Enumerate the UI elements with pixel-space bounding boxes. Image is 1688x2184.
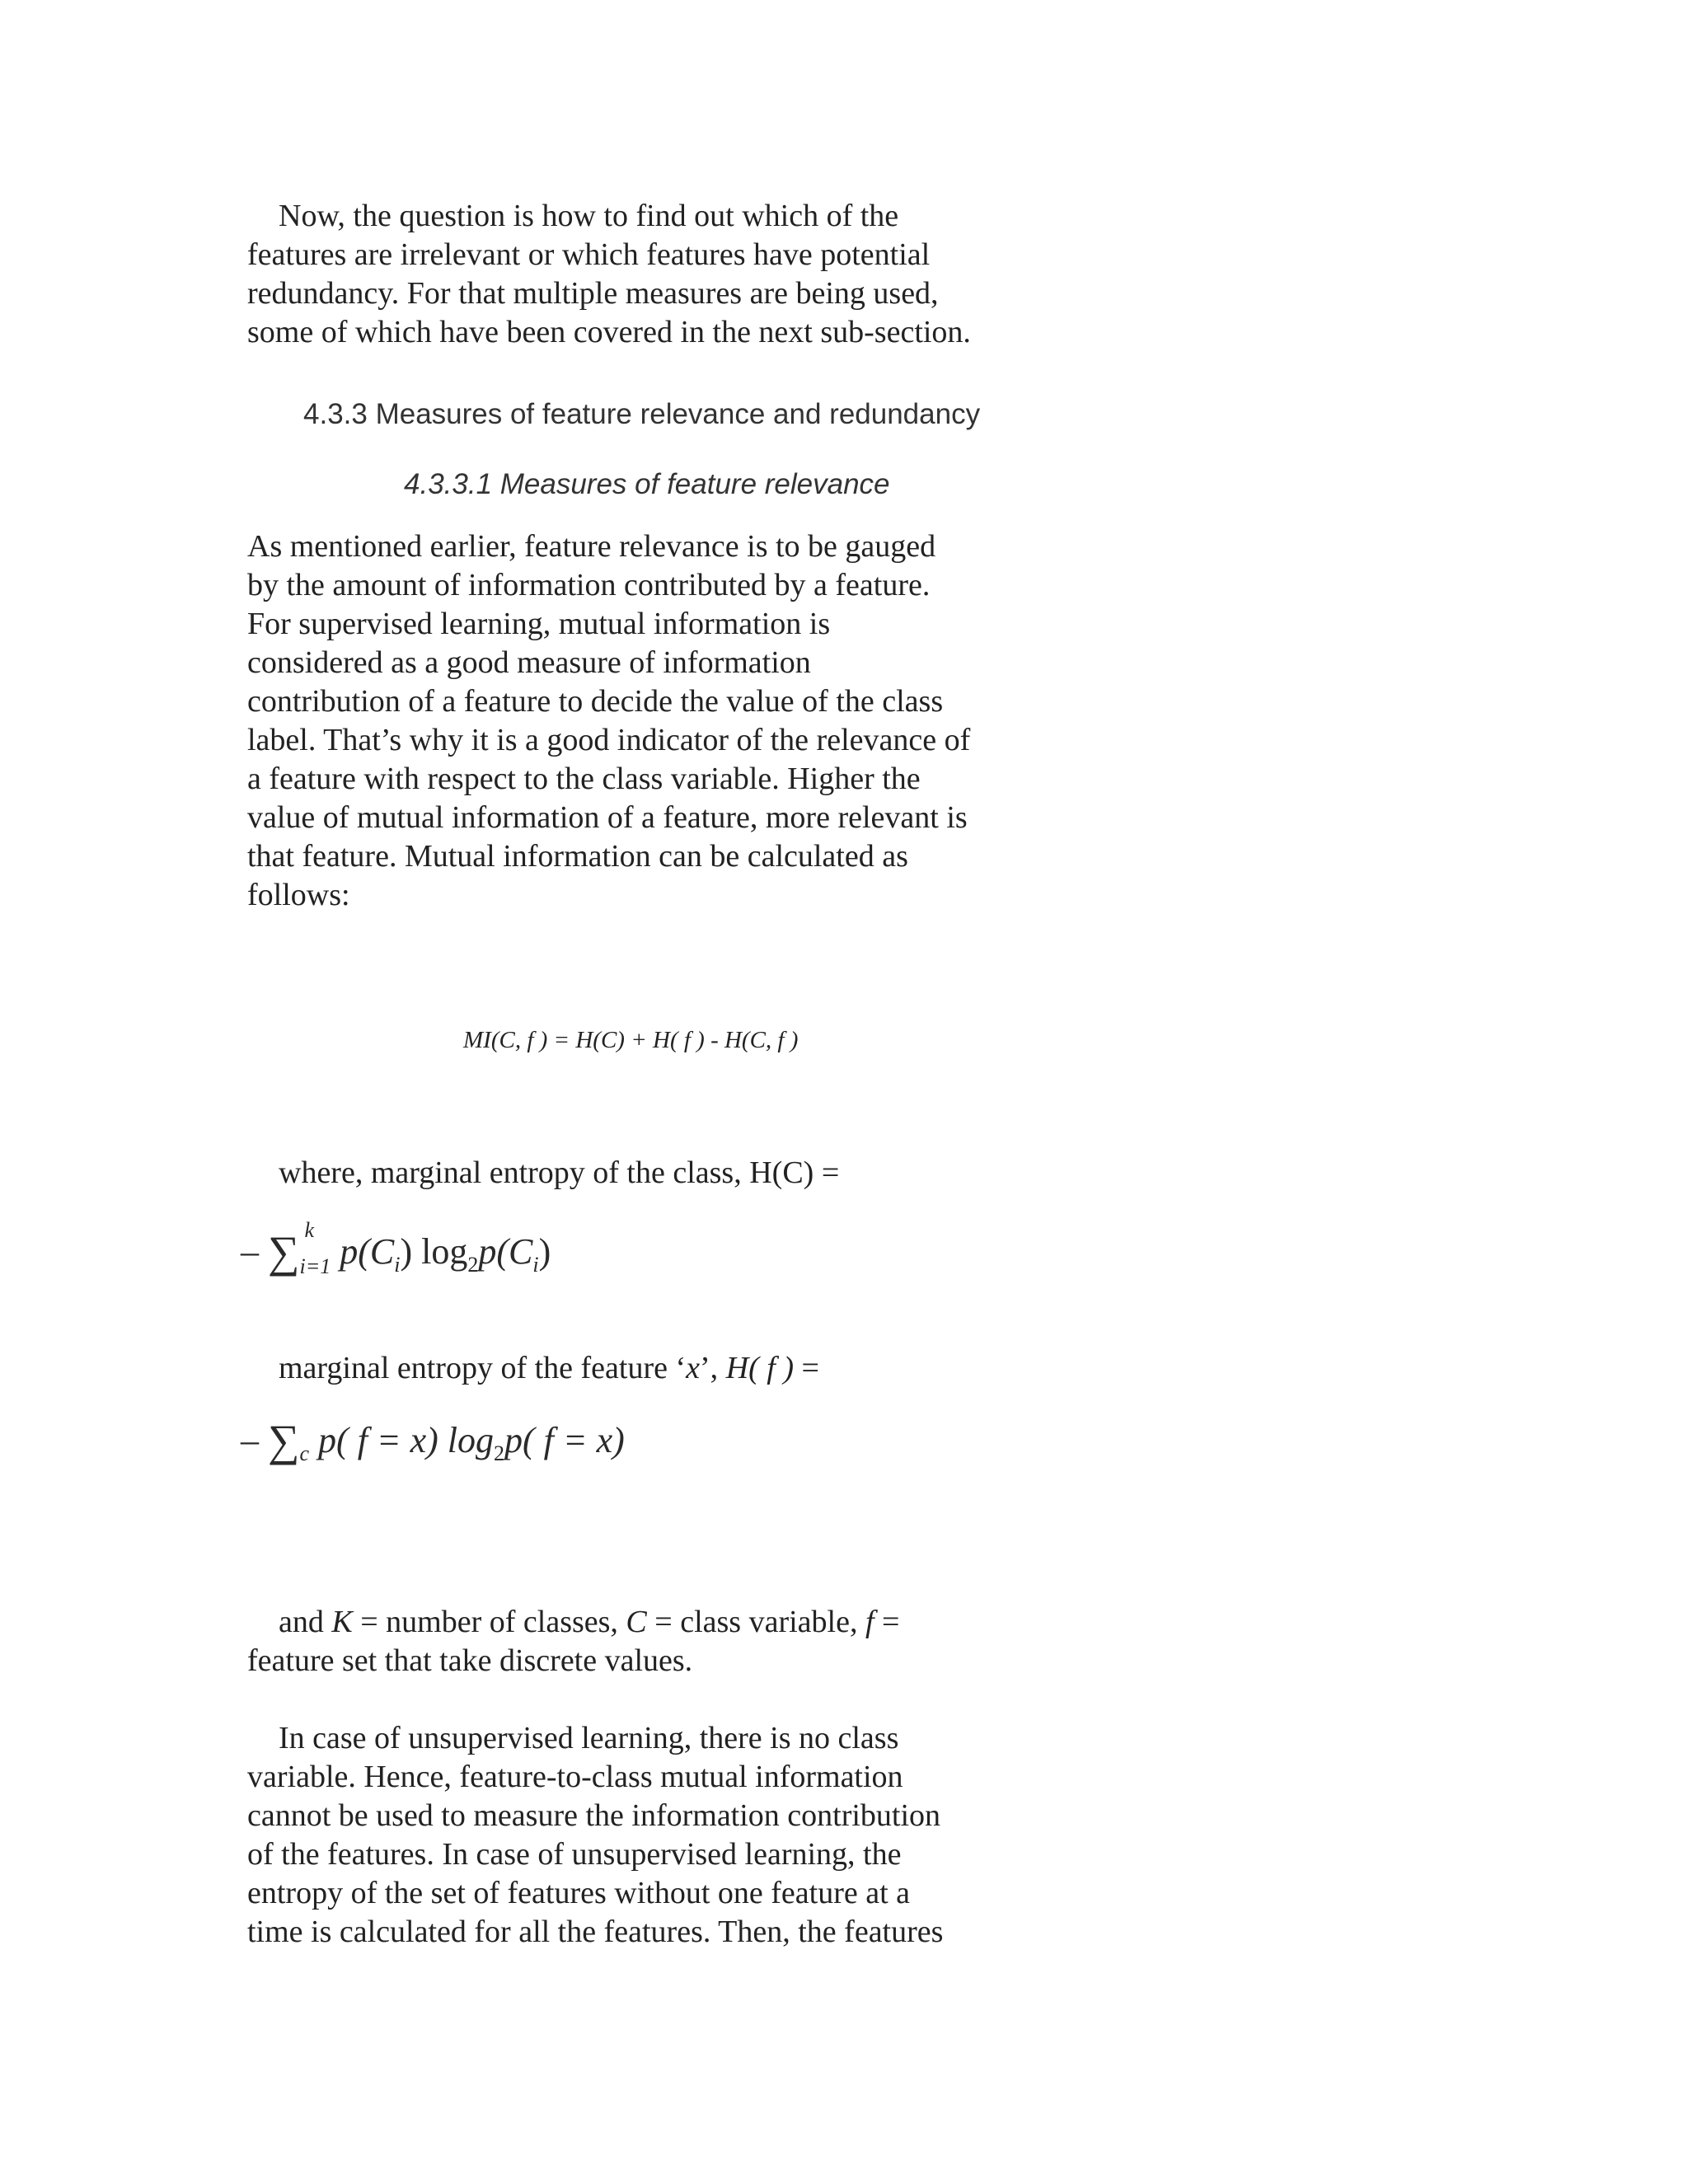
text-segment: and: [279, 1605, 332, 1639]
label-text: marginal entropy of the feature ‘: [279, 1351, 687, 1385]
sum-upper-limit: k: [304, 1217, 315, 1242]
relevance-paragraph: [247, 527, 1022, 915]
formula-term: p( f = x) log: [318, 1420, 495, 1460]
text-line: some of which have been covered in the next sub-section.: [247, 315, 971, 349]
intro-paragraph: [247, 197, 1022, 352]
text-line: Now, the question is how to find out which of the: [279, 199, 899, 233]
text-line: where, marginal entropy of the class, H(C) =: [279, 1155, 840, 1190]
feature-entropy-formula: [241, 1414, 625, 1469]
text-segment: =: [874, 1605, 900, 1639]
text-line: variable. Hence, feature-to-class mutual information: [247, 1760, 903, 1794]
minus-sign: –: [241, 1231, 259, 1272]
text-line: As mentioned earlier, feature relevance is to be gauged: [247, 529, 936, 564]
text-line: considered as a good measure of information: [247, 645, 811, 680]
subsection-heading: 4.3.3.1 Measures of feature relevance: [404, 468, 890, 500]
label-text: =: [794, 1351, 819, 1385]
text-line: time is calculated for all the features. Then, the features: [247, 1915, 944, 1949]
text-line: In case of unsupervised learning, there is no class: [279, 1721, 899, 1755]
variable-name: f: [865, 1605, 874, 1639]
sum-limits: [299, 1217, 331, 1278]
variable-name: C: [626, 1605, 647, 1639]
mutual-information-formula: MI(C, f ) = H(C) + H( f ) - H(C, f ): [463, 1027, 799, 1053]
text-line: redundancy. For that multiple measures are being used,: [247, 276, 939, 311]
formula-subscript: i: [394, 1253, 401, 1277]
text-line: feature set that take discrete values.: [247, 1643, 693, 1678]
label-variable: H( f ): [725, 1351, 794, 1385]
formula-term: p(C: [478, 1231, 533, 1272]
label-text: ’,: [700, 1351, 726, 1385]
label-variable: x: [686, 1351, 701, 1385]
text-segment: = number of classes,: [352, 1605, 626, 1639]
text-line: For supervised learning, mutual information is: [247, 607, 831, 641]
unsupervised-paragraph: [247, 1719, 1022, 1952]
text-line: that feature. Mutual information can be calculated as: [247, 839, 908, 874]
text-line: [247, 1603, 1022, 1642]
text-line: value of mutual information of a feature, more relevant is: [247, 800, 968, 835]
text-line: [247, 1349, 1022, 1388]
class-entropy-formula: [241, 1217, 551, 1282]
formula-term: p( f = x): [504, 1420, 625, 1460]
text-segment: = class variable,: [646, 1605, 865, 1639]
feature-entropy-label: [247, 1349, 1022, 1388]
text-line: by the amount of information contributed by a feature.: [247, 568, 931, 602]
sum-symbol: ∑: [268, 1227, 300, 1277]
formula-term: ) log: [400, 1231, 468, 1272]
text-line: a feature with respect to the class variable. Higher the: [247, 762, 921, 796]
formula-subscript: i: [532, 1253, 539, 1277]
formula-term: p(C: [340, 1231, 395, 1272]
sum-symbol: ∑: [268, 1416, 300, 1465]
formula-subscript: 2: [467, 1253, 479, 1277]
text-line: features are irrelevant or which features have potential: [247, 237, 931, 272]
class-entropy-label: [247, 1154, 1022, 1193]
variables-definition-paragraph: [247, 1603, 1022, 1680]
text-line: of the features. In case of unsupervised learning, the: [247, 1837, 902, 1872]
text-line: follows:: [247, 878, 350, 912]
section-heading: 4.3.3 Measures of feature relevance and redundancy: [303, 398, 981, 430]
sum-lower-limit: c: [299, 1441, 310, 1465]
minus-sign: –: [241, 1420, 259, 1460]
formula-subscript: 2: [494, 1441, 505, 1465]
text-line: contribution of a feature to decide the value of the class: [247, 684, 944, 719]
formula-term: ): [538, 1231, 551, 1272]
variable-name: K: [331, 1605, 353, 1639]
sum-lower-limit: i=1: [299, 1254, 331, 1278]
text-line: entropy of the set of features without one feature at a: [247, 1876, 911, 1910]
text-line: label. That’s why it is a good indicator of the relevance of: [247, 723, 971, 757]
text-line: cannot be used to measure the information contribution: [247, 1798, 941, 1833]
